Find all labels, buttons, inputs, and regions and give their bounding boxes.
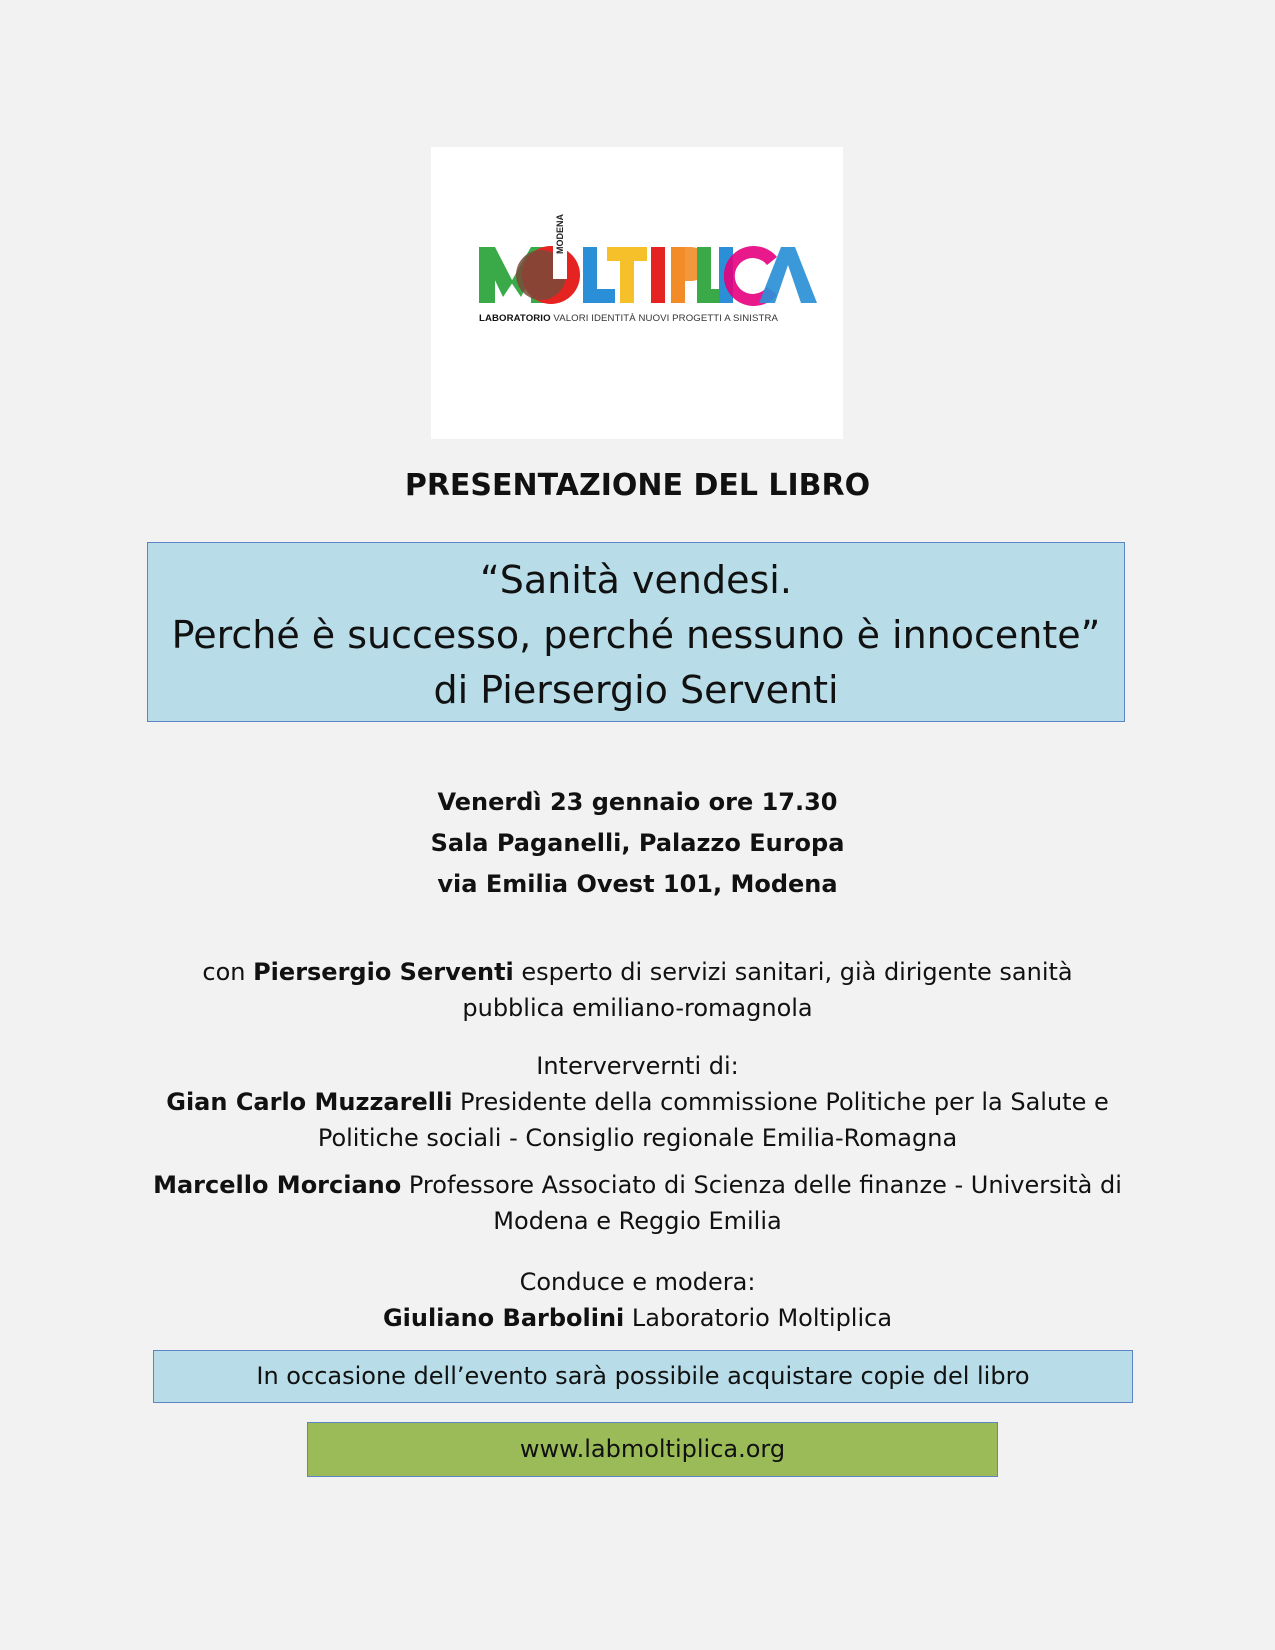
speaker-2-name: Marcello Morciano [153, 1171, 402, 1199]
event-details [0, 782, 1275, 905]
logo-tagline-rest: VALORI IDENTITÀ NUOVI PROGETTI A SINISTRA [553, 313, 779, 324]
book-title-line-1: “Sanità vendesi. [480, 558, 792, 602]
page-heading: PRESENTAZIONE DEL LIBRO [404, 468, 871, 503]
website-link[interactable]: www.labmoltiplica.org [307, 1422, 998, 1477]
moderator-label: Conduce e modera: [519, 1268, 756, 1296]
logo-vertical-word: MODENA [555, 214, 565, 254]
speakers-label: Interververnti di: [536, 1052, 739, 1080]
logo-letter-i [651, 247, 665, 303]
moderator [150, 1300, 1125, 1336]
logo-panel [431, 147, 843, 439]
book-author-line: di Piersergio Serventi [433, 668, 839, 712]
logo-tagline [479, 313, 809, 324]
moderator-name: Giuliano Barbolini [382, 1304, 625, 1332]
author-description: esperto di servizi sanitari, già dirigente sanità pubblica emiliano-romagnola [462, 958, 1073, 1022]
event-address: via Emilia Ovest 101, Modena [437, 870, 838, 898]
moderator-org: Laboratorio Moltiplica [624, 1304, 893, 1332]
speaker-2 [150, 1167, 1125, 1239]
speaker-1-role: Presidente della commissione Politiche per la Salute e Politiche sociali - Consiglio regionale Emilia-Romagna [317, 1088, 1109, 1152]
logo-tagline-bold: LABORATORIO [479, 313, 551, 324]
moltiplica-logo [431, 147, 843, 439]
event-date-time: Venerdì 23 gennaio ore 17.30 [437, 788, 838, 816]
speaker-1 [150, 1084, 1125, 1156]
author-paragraph [150, 954, 1125, 1026]
speaker-1-name: Gian Carlo Muzzarelli [166, 1088, 453, 1116]
author-name: Piersergio Serventi [253, 958, 514, 986]
author-prefix: con [202, 958, 254, 986]
book-title-line-2: Perché è successo, perché nessuno è innocente” [171, 613, 1101, 657]
event-venue: Sala Paganelli, Palazzo Europa [430, 829, 845, 857]
book-title-box [147, 542, 1125, 722]
speaker-2-role: Professore Associato di Scienza delle finanze - Università di Modena e Reggio Emilia [401, 1171, 1122, 1235]
book-purchase-note: In occasione dell’evento sarà possibile acquistare copie del libro [153, 1350, 1133, 1403]
